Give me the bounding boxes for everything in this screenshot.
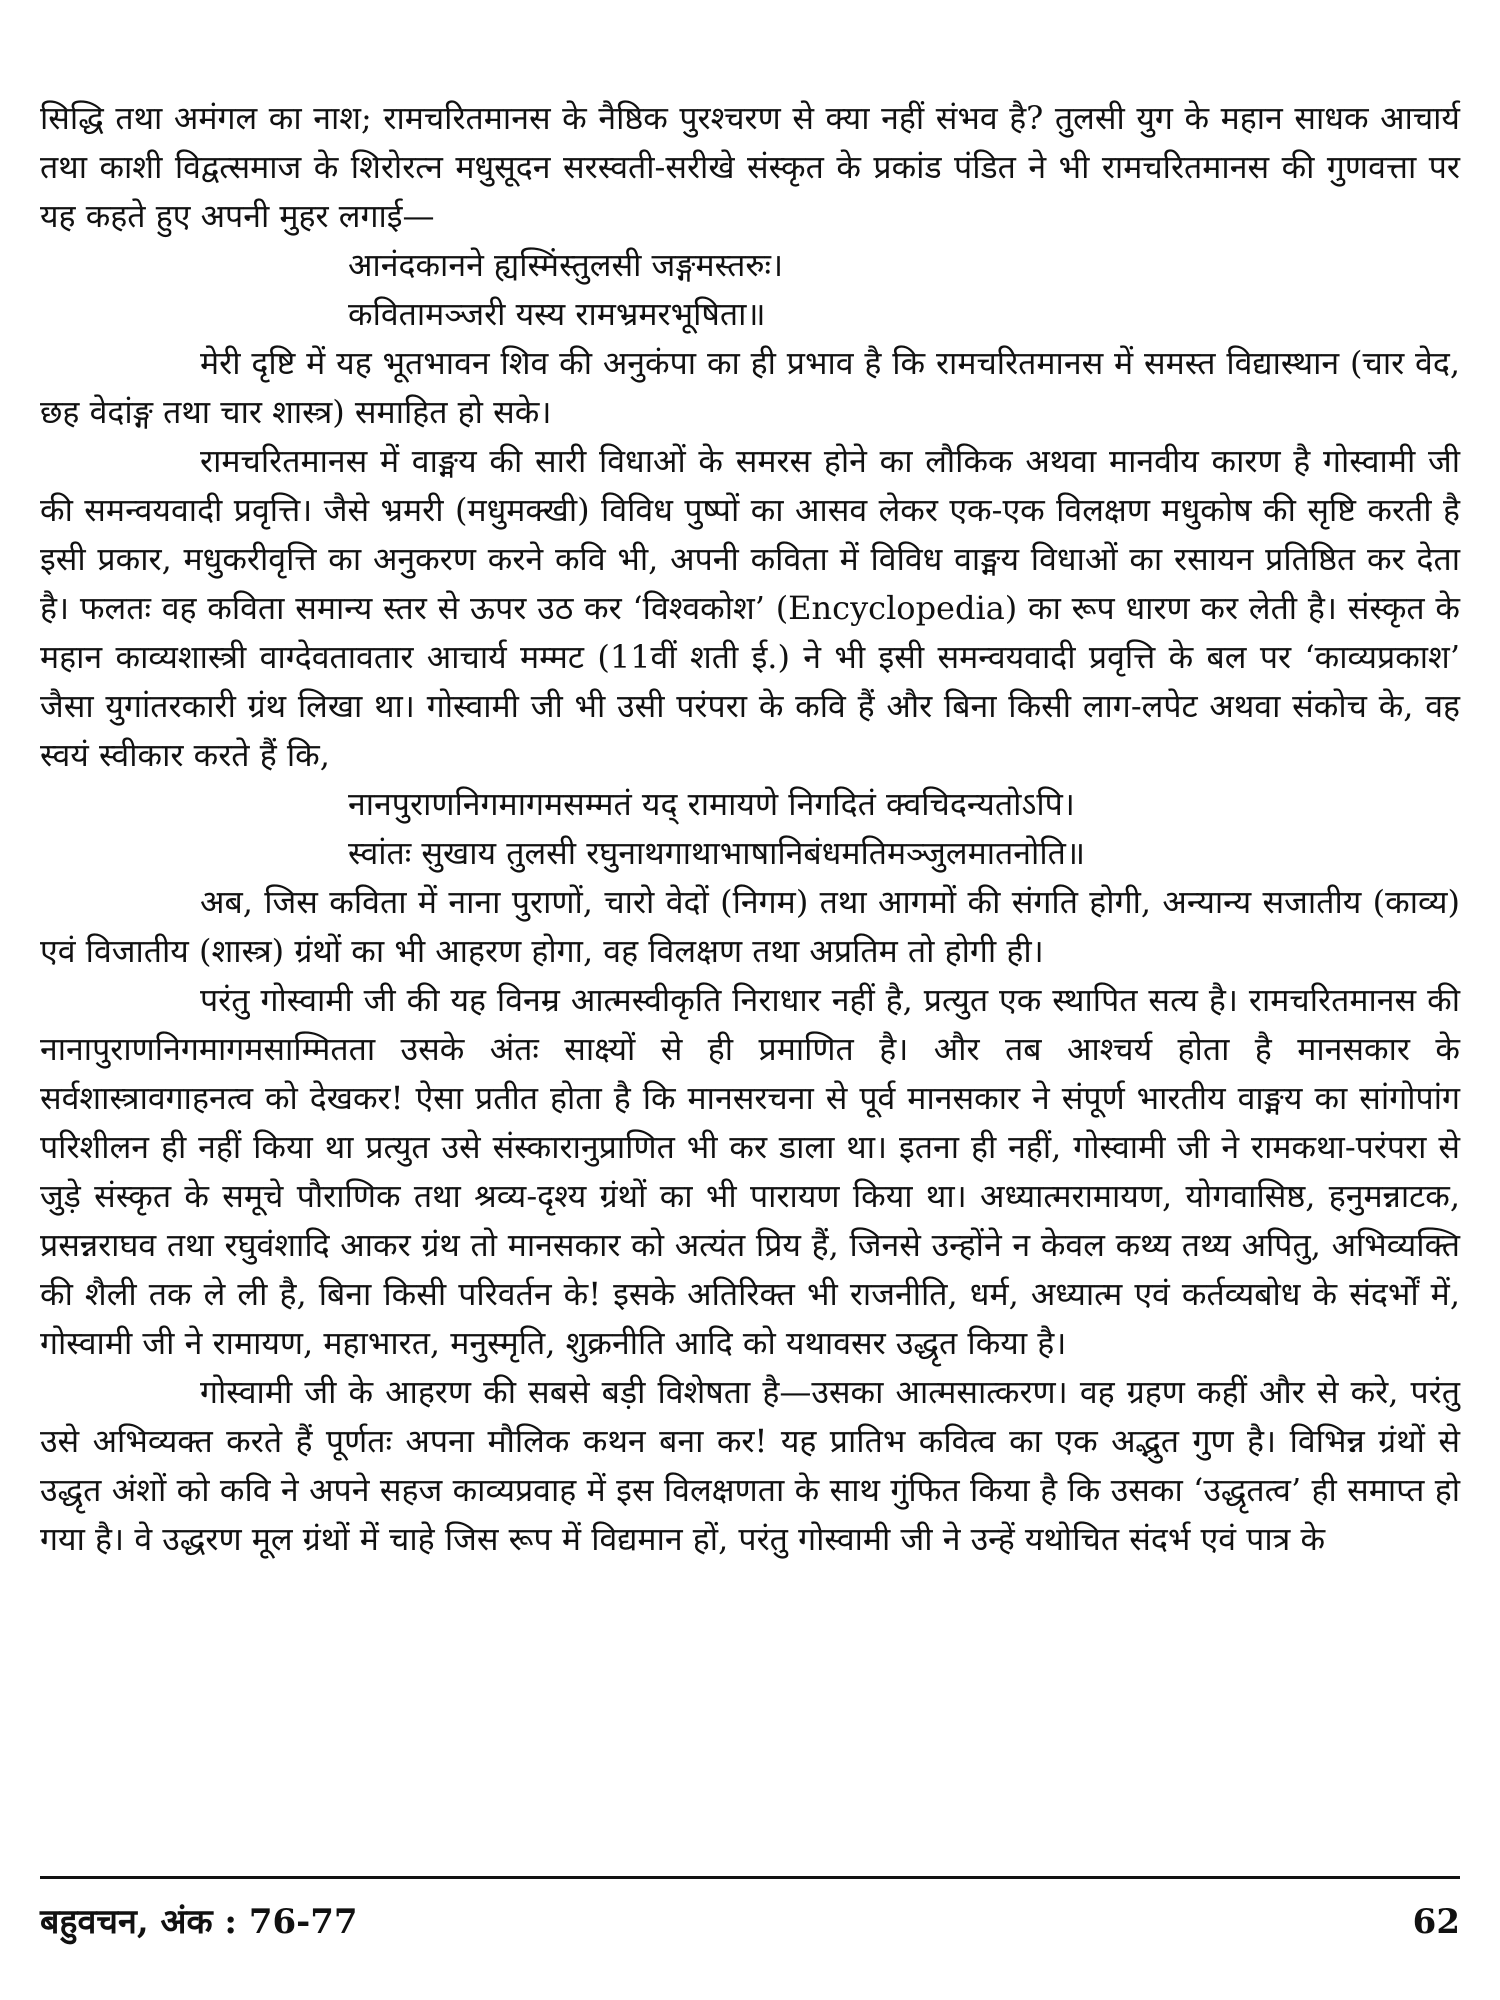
paragraph: गोस्वामी जी के आहरण की सबसे बड़ी विशेषता है—उसका आत्मसात्करण। वह ग्रहण कहीं और से करे, परंतु उसे अभिव्यक्त करते हैं पूर्णतः अपना मौलिक कथन बना कर! यह प्रातिभ कवित्व का एक अद्भुत गुण है। विभिन्न ग्रंथों से उद्धृत अंशों को कवि ने अपने सहज काव्यप्रवाह में इस विलक्षणता के साथ गुंफित किया है कि उसका ‘उद्धृतत्व’ ही समाप्त हो गया है। वे उद्धरण मूल ग्रंथों में चाहे जिस रूप में विद्यमान हों, परंतु गोस्वामी जी ने उन्हें यथोचित संदर्भ एवं पात्र के	[40, 1373, 1460, 1558]
footer-divider	[40, 1876, 1460, 1879]
verse-line: स्वांतः सुखाय तुलसी रघुनाथगाथाभाषानिबंधमतिमञ्जुलमातनोति॥	[348, 834, 1086, 872]
paragraph: मेरी दृष्टि में यह भूतभावन शिव की अनुकंपा का ही प्रभाव है कि रामचरितमानस में समस्त विद्यास्थान (चार वेद, छह वेदांङ्ग तथा चार शास्त्र) समाहित हो सके।	[40, 344, 1460, 431]
page-number: 62	[1412, 1902, 1460, 1942]
paragraph: अब, जिस कविता में नाना पुराणों, चारो वेदों (निगम) तथा आगमों की संगति होगी, अन्यान्य सजातीय (काव्य) एवं विजातीय (शास्त्र) ग्रंथों का भी आहरण होगा, वह विलक्षण तथा अप्रतिम तो होगी ही।	[40, 883, 1460, 970]
paragraph: रामचरितमानस में वाङ्मय की सारी विधाओं के समरस होने का लौकिक अथवा मानवीय कारण है गोस्वामी जी की समन्वयवादी प्रवृत्ति। जैसे भ्रमरी (मधुमक्खी) विविध पुष्पों का आसव लेकर एक-एक विलक्षण मधुकोष की सृष्टि करती है इसी प्रकार, मधुकरीवृत्ति का अनुकरण करने कवि भी, अपनी कविता में विविध वाङ्मय विधाओं का रसायन प्रतिष्ठित कर देता है। फलतः वह कविता समान्य स्तर से ऊपर उठ कर ‘विश्वकोश’ (Encyclopedia) का रूप धारण कर लेती है। संस्कृत के महान काव्यशास्त्री वाग्देवतावतार आचार्य मम्मट (11वीं शती ई.) ने भी इसी समन्वयवादी प्रवृत्ति के बल पर ‘काव्यप्रकाश’ जैसा युगांतरकारी ग्रंथ लिखा था। गोस्वामी जी भी उसी परंपरा के कवि हैं और बिना किसी लाग-लपेट अथवा संकोच के, वह स्वयं स्वीकार करते हैं कि,	[40, 442, 1460, 774]
verse-line: कवितामञ्जरी यस्य रामभ्रमरभूषिता॥	[348, 295, 766, 333]
body-text	[40, 94, 1460, 1564]
paragraph: परंतु गोस्वामी जी की यह विनम्र आत्मस्वीकृति निराधार नहीं है, प्रत्युत एक स्थापित सत्य है। रामचरितमानस की नानापुराणनिगमागमसाम्मितता उसके अंतः साक्ष्यों से ही प्रमाणित है। और तब आश्चर्य होता है मानसकार के सर्वशास्त्रावगाहनत्व को देखकर! ऐसा प्रतीत होता है कि मानसरचना से पूर्व मानसकार ने संपूर्ण भारतीय वाङ्मय का सांगोपांग परिशीलन ही नहीं किया था प्रत्युत उसे संस्कारानुप्राणित भी कर डाला था। इतना ही नहीं, गोस्वामी जी ने रामकथा-परंपरा से जुड़े संस्कृत के समूचे पौराणिक तथा श्रव्य-दृश्य ग्रंथों का भी पारायण किया था। अध्यात्मरामायण, योगवासिष्ठ, हनुमन्नाटक, प्रसन्नराघव तथा रघुवंशादि आकर ग्रंथ तो मानसकार को अत्यंत प्रिय हैं, जिनसे उन्होंने न केवल कथ्य तथ्य अपितु, अभिव्यक्ति की शैली तक ले ली है, बिना किसी परिवर्तन के! इसके अतिरिक्त भी राजनीति, धर्म, अध्यात्म एवं कर्तव्यबोध के संदर्भों में, गोस्वामी जी ने रामायण, महाभारत, मनुस्मृति, शुक्रनीति आदि को यथावसर उद्धृत किया है।	[40, 981, 1460, 1362]
paragraph: सिद्धि तथा अमंगल का नाश; रामचरितमानस के नैष्ठिक पुरश्चरण से क्या नहीं संभव है? तुलसी युग के महान साधक आचार्य तथा काशी विद्वत्समाज के शिरोरत्न मधुसूदन सरस्वती-सरीखे संस्कृत के प्रकांड पंडित ने भी रामचरितमानस की गुणवत्ता पर यह कहते हुए अपनी मुहर लगाई—	[40, 99, 1460, 235]
verse-line: आनंदकानने ह्यस्मिंस्तुलसी जङ्गमस्तरुः।	[348, 246, 784, 284]
journal-footer: बहुवचन, अंक : 76-77	[40, 1902, 358, 1942]
verse-line: नानपुराणनिगमागमसम्मतं यद् रामायणे निगदितं क्वचिदन्यतोऽपि।	[348, 785, 1075, 823]
